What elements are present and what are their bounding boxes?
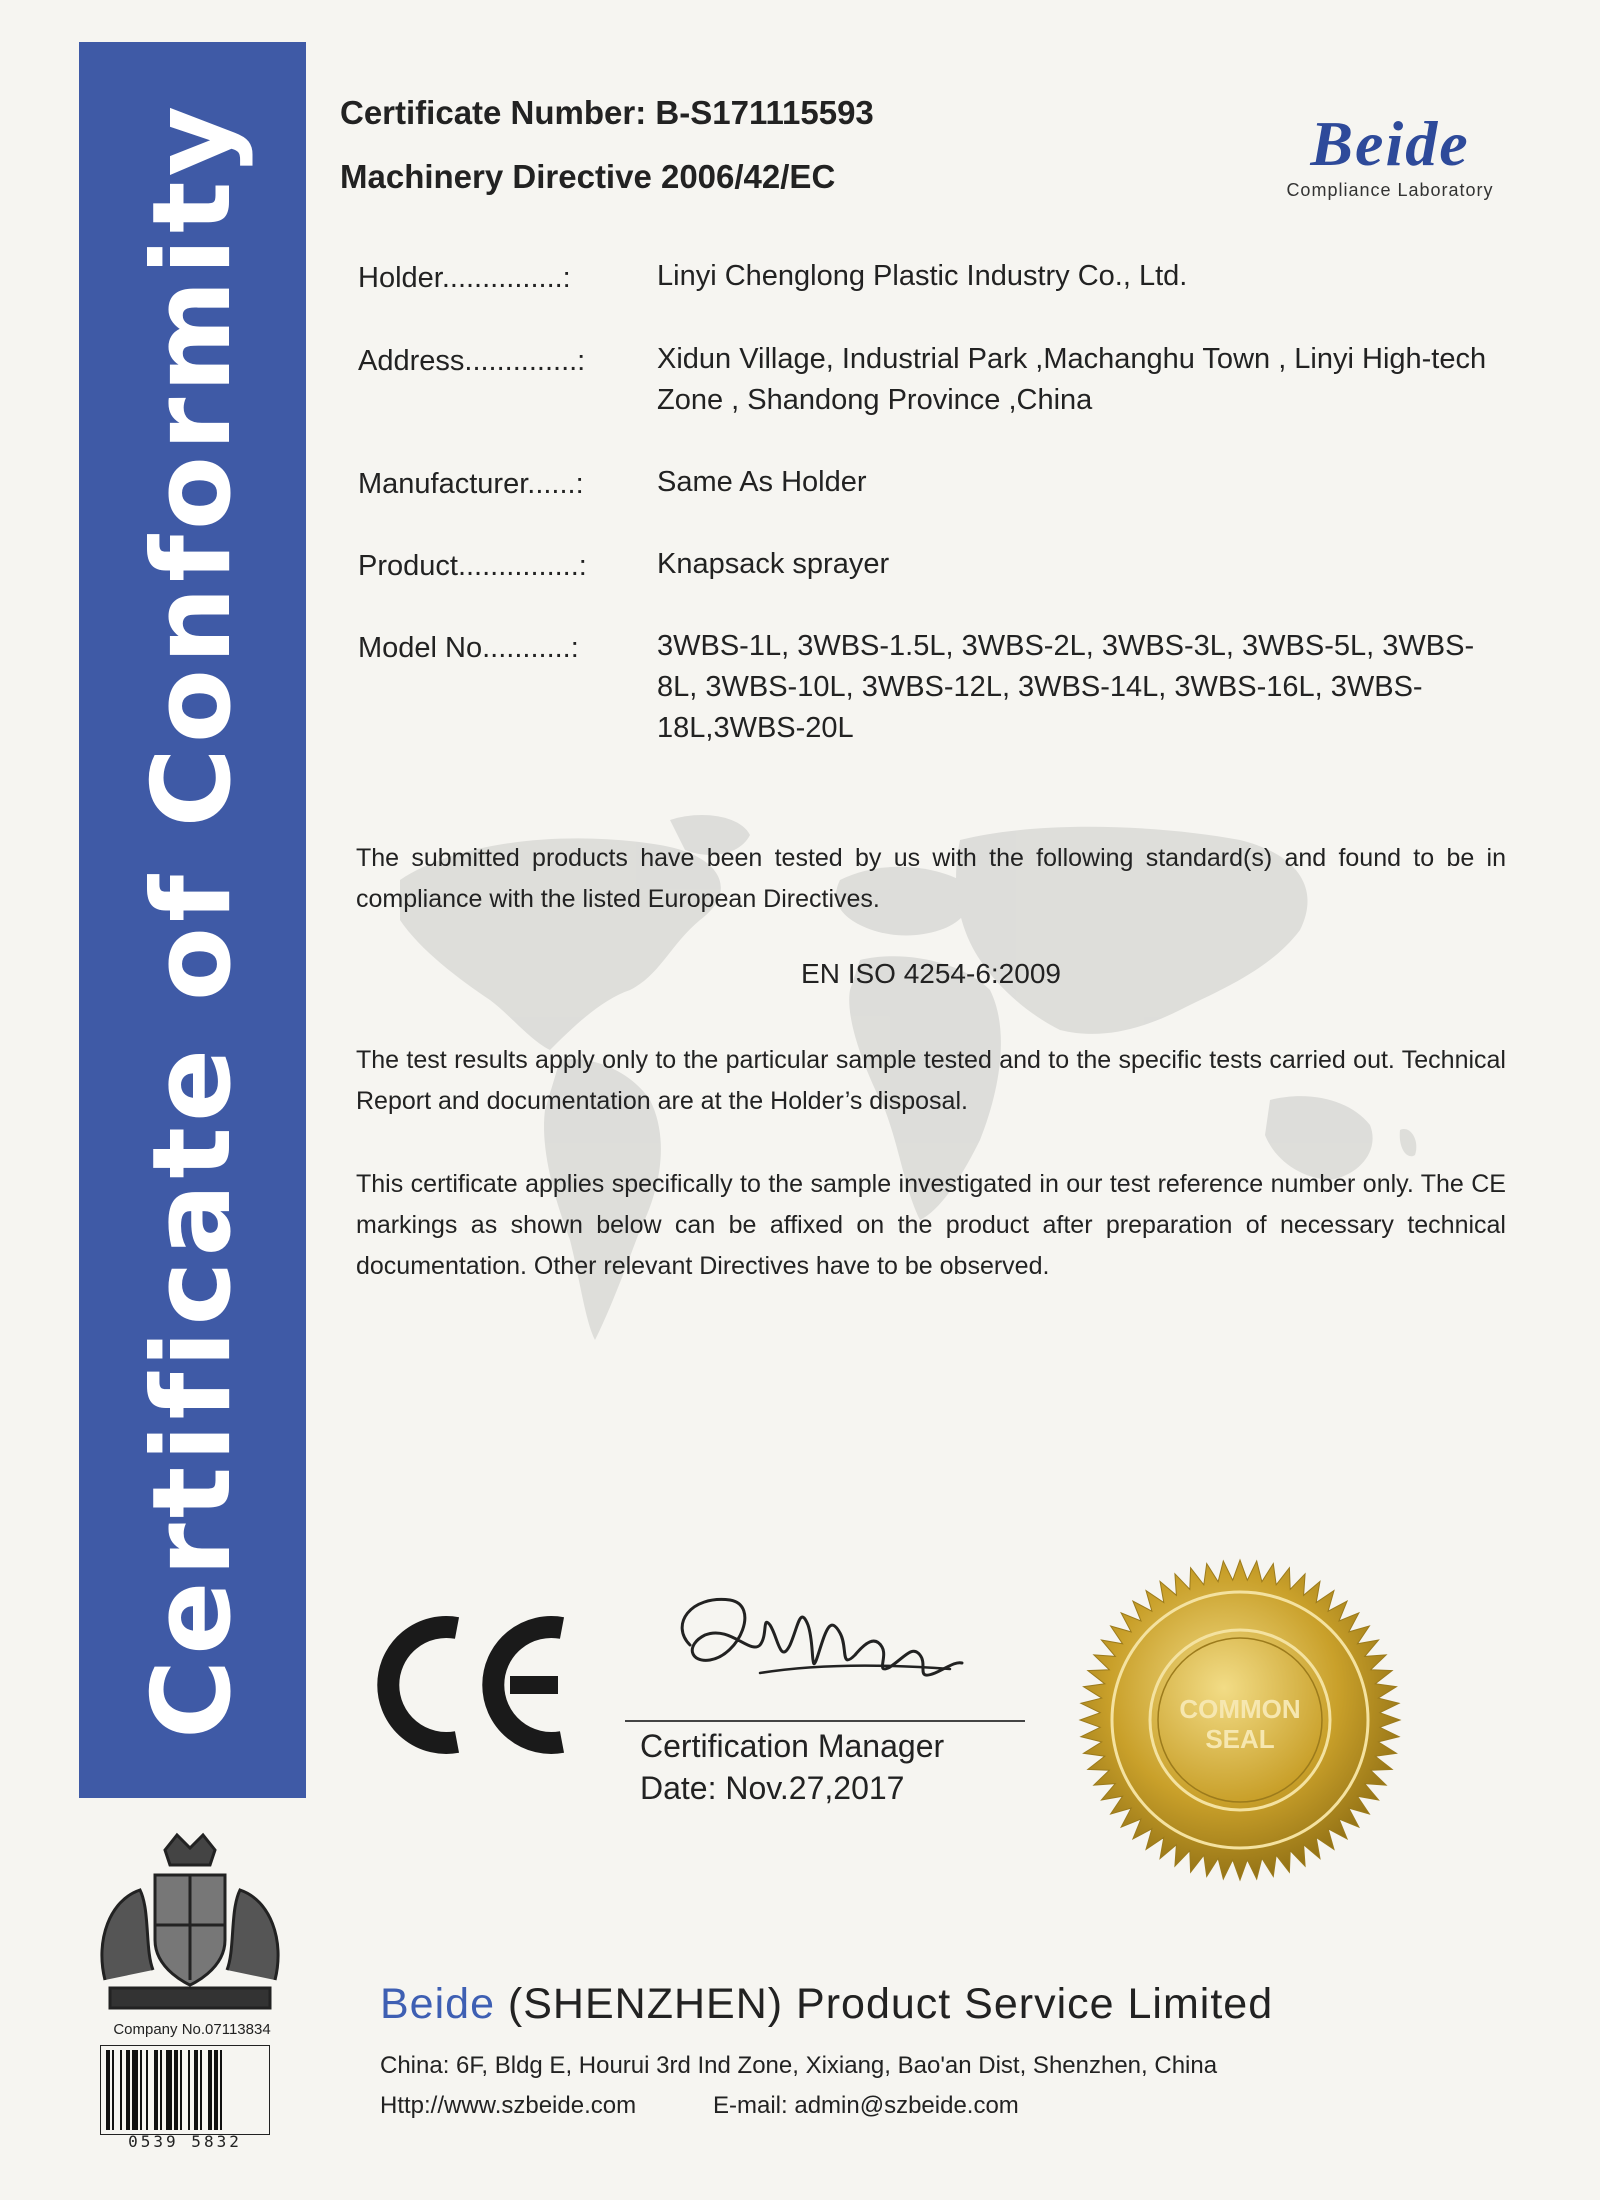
holder-value: Linyi Chenglong Plastic Industry Co., Ltd. <box>657 260 1188 292</box>
side-title: Certificate of Conformity <box>129 101 255 1739</box>
product-label: Product...............: <box>358 550 587 582</box>
signature-role: Certification Manager <box>640 1728 945 1764</box>
results-paragraph: The test results apply only to the particular sample tested and to the specific tests carried out. Technical Report and documentation are at the Holder’s disposal. <box>356 1046 1506 1115</box>
submitted-paragraph: The submitted products have been tested by us with the following standard(s) and found to be in compliance with the listed European Directives. <box>356 844 1506 913</box>
manager-signature <box>650 1585 970 1715</box>
address-label: Address..............: <box>358 345 586 377</box>
holder-label: Holder...............: <box>358 262 571 294</box>
directive-title: Machinery Directive 2006/42/EC <box>340 158 836 195</box>
certificate-number: Certificate Number: B-S171115593 <box>340 94 874 131</box>
signature-line <box>625 1720 1025 1722</box>
footer-email[interactable]: E-mail: admin@szbeide.com <box>713 2092 1019 2119</box>
footer-address: China: 6F, Bldg E, Hourui 3rd Ind Zone, Xixiang, Bao'an Dist, Shenzhen, China <box>380 2052 1218 2079</box>
logo-subtitle: Compliance Laboratory <box>1286 180 1494 200</box>
barcode-icon <box>100 2045 270 2135</box>
ce-mark-icon <box>372 1610 572 1760</box>
standard-reference: EN ISO 4254-6:2009 <box>801 958 1061 989</box>
model-value: 3WBS-1L, 3WBS-1.5L, 3WBS-2L, 3WBS-3L, 3WBS-5L, 3WBS-8L, 3WBS-10L, 3WBS-12L, 3WBS-14L, 3WBS-16L, 3WBS-18L,3WBS-20L <box>657 630 1475 744</box>
side-title-band <box>79 42 306 1798</box>
footer-website[interactable]: Http://www.szbeide.com <box>380 2092 637 2119</box>
logo-name: Beide <box>1310 108 1470 179</box>
model-label: Model No...........: <box>358 632 579 664</box>
manufacturer-label: Manufacturer......: <box>358 468 584 500</box>
seal-center-text: COMMON <box>1179 1694 1301 1724</box>
beide-logo <box>1250 108 1530 201</box>
applies-paragraph: This certificate applies specifically to the sample investigated in our test reference number only. The CE markings as shown below can be affixed on the product after preparation of necessary technical documentation. Other relevant Directives have to be observed. <box>356 1170 1506 1280</box>
gold-seal-icon <box>1075 1555 1405 1885</box>
product-value: Knapsack sprayer <box>657 548 890 580</box>
company-number: Company No.07113834 <box>113 2021 271 2038</box>
manufacturer-value: Same As Holder <box>657 466 867 498</box>
issuer-company-name <box>380 1980 1273 2029</box>
svg-text:SEAL: SEAL <box>1205 1724 1275 1754</box>
issuer-brand: Beide <box>380 1980 495 2028</box>
royal-crest-icon <box>85 1830 295 2020</box>
address-value: Xidun Village, Industrial Park ,Machanghu Town , Linyi High-tech Zone , Shandong Province ,China <box>657 343 1487 416</box>
signature-date: Date: Nov.27,2017 <box>640 1770 905 1806</box>
issuer-name-rest: (SHENZHEN) Product Service Limited <box>494 1980 1274 2028</box>
barcode-digits: 0539 5832 <box>128 2132 242 2151</box>
